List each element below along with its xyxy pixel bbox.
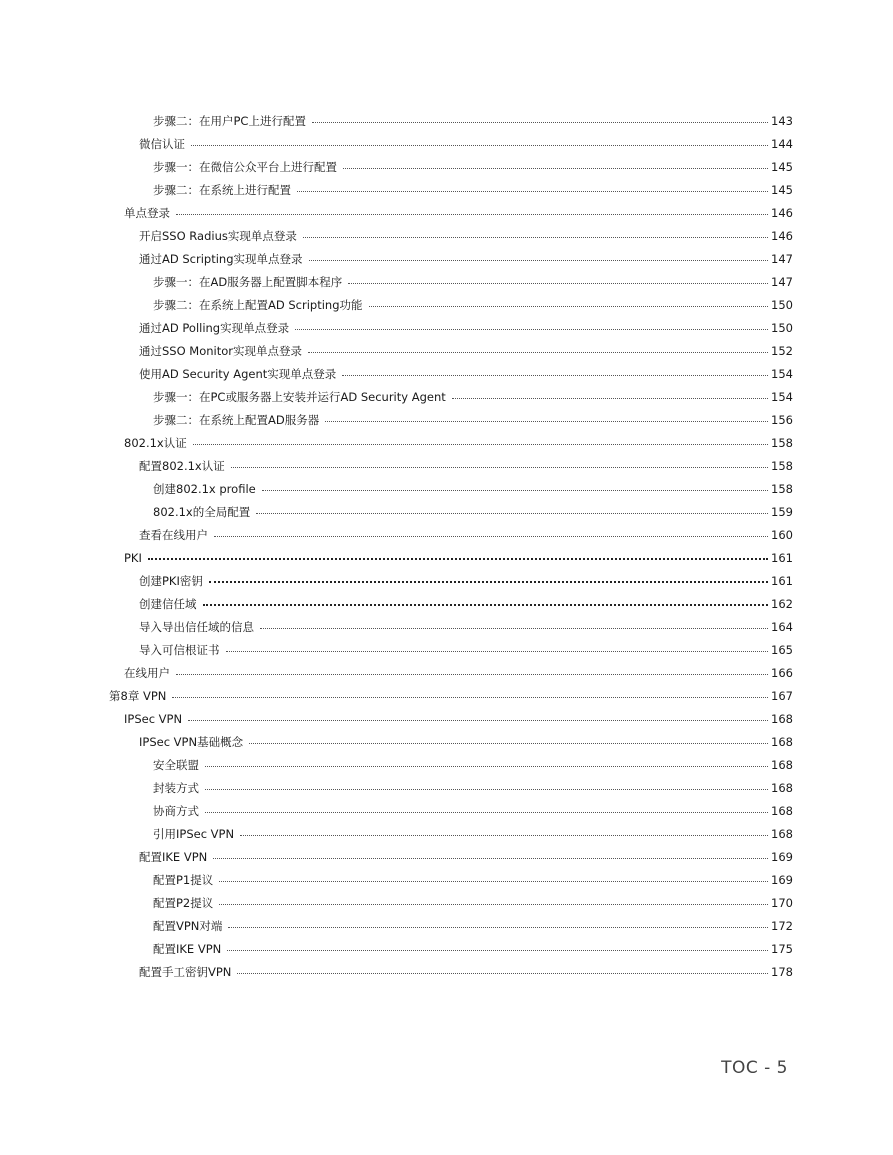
toc-entry-page: 170 — [771, 896, 793, 910]
toc-entry[interactable] — [153, 915, 793, 938]
toc-entry-page: 144 — [771, 137, 793, 151]
dot-leader — [369, 298, 769, 307]
toc-entry-label: 步骤二：在用户PC上进行配置 — [153, 114, 306, 128]
dot-leader — [240, 827, 768, 836]
toc-entry-label: 开启SSO Radius实现单点登录 — [139, 229, 297, 243]
toc-entry[interactable] — [153, 892, 793, 915]
toc-entry[interactable] — [153, 386, 793, 409]
toc-entry[interactable] — [139, 317, 793, 340]
toc-entry-label: 微信认证 — [139, 137, 185, 151]
dot-leader — [262, 482, 768, 491]
toc-entry-page: 178 — [771, 965, 793, 979]
toc-entry-label: 封装方式 — [153, 781, 199, 795]
dot-leader — [214, 528, 768, 537]
toc-entry-page: 175 — [771, 942, 793, 956]
toc-entry-label: 在线用户 — [124, 666, 170, 680]
toc-entry[interactable] — [139, 363, 793, 386]
dot-leader — [295, 321, 768, 330]
toc-entry-page: 146 — [771, 229, 793, 243]
toc-entry-label: 通过SSO Monitor实现单点登录 — [139, 344, 303, 358]
toc-entry-label: 安全联盟 — [153, 758, 199, 772]
toc-entry-page: 168 — [771, 758, 793, 772]
toc-entry[interactable] — [153, 409, 793, 432]
toc-entry-label: 步骤一：在微信公众平台上进行配置 — [153, 160, 337, 174]
toc-entry[interactable] — [139, 961, 793, 984]
toc-entry[interactable] — [139, 731, 793, 754]
toc-entry-page: 145 — [771, 183, 793, 197]
toc-entry-label: IPSec VPN基础概念 — [139, 735, 244, 749]
dot-leader — [176, 666, 768, 675]
toc-entry[interactable] — [139, 524, 793, 547]
toc-entry-label: 配置VPN对端 — [153, 919, 223, 933]
dot-leader — [226, 643, 769, 652]
toc-entry[interactable] — [124, 547, 793, 570]
toc-entry-page: 150 — [771, 298, 793, 312]
toc-entry-page: 146 — [771, 206, 793, 220]
toc-entry[interactable] — [124, 662, 793, 685]
toc-entry-label: 查看在线用户 — [139, 528, 208, 542]
toc-entry-page: 161 — [771, 551, 793, 565]
dot-leader — [148, 550, 768, 560]
toc-entry[interactable] — [124, 202, 793, 225]
toc-entry-page: 150 — [771, 321, 793, 335]
toc-entry-label: 配置IKE VPN — [153, 942, 222, 956]
dot-leader — [191, 137, 768, 146]
toc-entry[interactable] — [153, 501, 793, 524]
toc-entry[interactable] — [139, 570, 793, 593]
toc-entry-label: 引用IPSec VPN — [153, 827, 235, 841]
table-of-contents — [0, 110, 893, 984]
dot-leader — [309, 252, 769, 261]
toc-entry-page: 167 — [771, 689, 793, 703]
toc-entry[interactable] — [139, 455, 793, 478]
toc-entry-page: 158 — [771, 482, 793, 496]
toc-entry-page: 168 — [771, 712, 793, 726]
toc-entry-label: 配置P1提议 — [153, 873, 214, 887]
toc-entry-page: 143 — [771, 114, 793, 128]
toc-entry-label: 创建802.1x profile — [153, 482, 256, 496]
toc-entry-label: 配置802.1x认证 — [139, 459, 225, 473]
page-number: TOC - 5 — [721, 1058, 788, 1078]
dot-leader — [325, 413, 768, 422]
toc-entry-label: 创建信任域 — [139, 597, 197, 611]
toc-entry-page: 152 — [771, 344, 793, 358]
dot-leader — [312, 114, 768, 123]
dot-leader — [297, 183, 768, 192]
toc-entry-page: 156 — [771, 413, 793, 427]
toc-entry-page: 162 — [771, 597, 793, 611]
dot-leader — [227, 942, 768, 951]
toc-entry[interactable] — [153, 938, 793, 961]
toc-entry-page: 159 — [771, 505, 793, 519]
toc-entry[interactable] — [153, 478, 793, 501]
dot-leader — [219, 873, 768, 882]
dot-leader — [342, 367, 768, 376]
toc-entry-label: PKI — [124, 551, 142, 565]
toc-entry[interactable] — [124, 432, 793, 455]
dot-leader — [256, 505, 768, 514]
toc-entry[interactable] — [153, 869, 793, 892]
toc-entry[interactable] — [153, 110, 793, 133]
toc-entry-label: 配置P2提议 — [153, 896, 214, 910]
dot-leader — [237, 965, 768, 974]
dot-leader — [205, 804, 768, 813]
toc-entry-label: IPSec VPN — [124, 712, 183, 726]
toc-entry-page: 166 — [771, 666, 793, 680]
toc-entry[interactable] — [139, 225, 793, 248]
toc-entry-label: 通过AD Polling实现单点登录 — [139, 321, 290, 335]
toc-entry-label: 配置IKE VPN — [139, 850, 208, 864]
toc-entry-page: 164 — [771, 620, 793, 634]
toc-entry-label: 创建PKI密钥 — [139, 574, 203, 588]
toc-entry-label: 通过AD Scripting实现单点登录 — [139, 252, 303, 266]
toc-entry-label: 802.1x认证 — [124, 436, 187, 450]
dot-leader — [219, 896, 768, 905]
toc-entry-page: 158 — [771, 436, 793, 450]
dot-leader — [209, 573, 768, 583]
dot-leader — [260, 620, 768, 629]
toc-entry[interactable] — [153, 823, 793, 846]
toc-entry-label: 协商方式 — [153, 804, 199, 818]
toc-entry-page: 160 — [771, 528, 793, 542]
dot-leader — [249, 735, 768, 744]
toc-entry-label: 单点登录 — [124, 206, 170, 220]
toc-entry[interactable] — [153, 777, 793, 800]
toc-entry[interactable] — [139, 593, 793, 616]
toc-entry-page: 145 — [771, 160, 793, 174]
toc-entry-page: 169 — [771, 873, 793, 887]
dot-leader — [228, 919, 768, 928]
dot-leader — [303, 229, 768, 238]
dot-leader — [348, 275, 768, 284]
toc-entry-page: 154 — [771, 367, 793, 381]
toc-entry[interactable] — [139, 248, 793, 271]
toc-entry-page: 154 — [771, 390, 793, 404]
toc-entry[interactable] — [139, 846, 793, 869]
toc-entry-label: 802.1x的全局配置 — [153, 505, 251, 519]
toc-entry[interactable] — [139, 616, 793, 639]
toc-entry-label: 步骤一：在AD服务器上配置脚本程序 — [153, 275, 343, 289]
toc-entry[interactable] — [153, 271, 793, 294]
toc-entry-page: 168 — [771, 781, 793, 795]
toc-entry[interactable] — [139, 639, 793, 662]
dot-leader — [205, 781, 768, 790]
toc-entry-page: 168 — [771, 735, 793, 749]
dot-leader — [205, 758, 768, 767]
toc-entry[interactable] — [153, 179, 793, 202]
toc-entry-page: 161 — [771, 574, 793, 588]
toc-entry-page: 147 — [771, 275, 793, 289]
dot-leader — [231, 459, 768, 468]
toc-entry-page: 158 — [771, 459, 793, 473]
toc-entry-page: 147 — [771, 252, 793, 266]
toc-entry-label: 导入导出信任域的信息 — [139, 620, 254, 634]
toc-entry-label: 第8章 VPN — [109, 689, 167, 703]
toc-entry-label: 导入可信根证书 — [139, 643, 220, 657]
dot-leader — [308, 344, 768, 353]
toc-entry[interactable] — [124, 708, 793, 731]
dot-leader — [188, 712, 768, 721]
dot-leader — [343, 160, 768, 169]
toc-entry[interactable] — [139, 340, 793, 363]
toc-entry[interactable] — [153, 156, 793, 179]
toc-entry-page: 165 — [771, 643, 793, 657]
dot-leader — [213, 850, 768, 859]
toc-entry-page: 168 — [771, 804, 793, 818]
toc-entry[interactable] — [153, 754, 793, 777]
toc-entry[interactable] — [153, 294, 793, 317]
toc-entry-label: 步骤一：在PC或服务器上安装并运行AD Security Agent — [153, 390, 446, 404]
toc-entry[interactable] — [109, 685, 793, 708]
toc-entry-label: 步骤二：在系统上配置AD Scripting功能 — [153, 298, 363, 312]
toc-entry[interactable] — [153, 800, 793, 823]
toc-entry-label: 步骤二：在系统上配置AD服务器 — [153, 413, 320, 427]
toc-entry-label: 步骤二：在系统上进行配置 — [153, 183, 291, 197]
toc-entry-page: 169 — [771, 850, 793, 864]
toc-entry[interactable] — [139, 133, 793, 156]
dot-leader — [176, 206, 768, 215]
toc-entry-page: 168 — [771, 827, 793, 841]
dot-leader — [172, 689, 768, 698]
toc-entry-label: 使用AD Security Agent实现单点登录 — [139, 367, 337, 381]
dot-leader — [193, 436, 768, 445]
toc-entry-page: 172 — [771, 919, 793, 933]
toc-entry-label: 配置手工密钥VPN — [139, 965, 232, 979]
dot-leader — [203, 596, 769, 606]
dot-leader — [452, 390, 768, 399]
